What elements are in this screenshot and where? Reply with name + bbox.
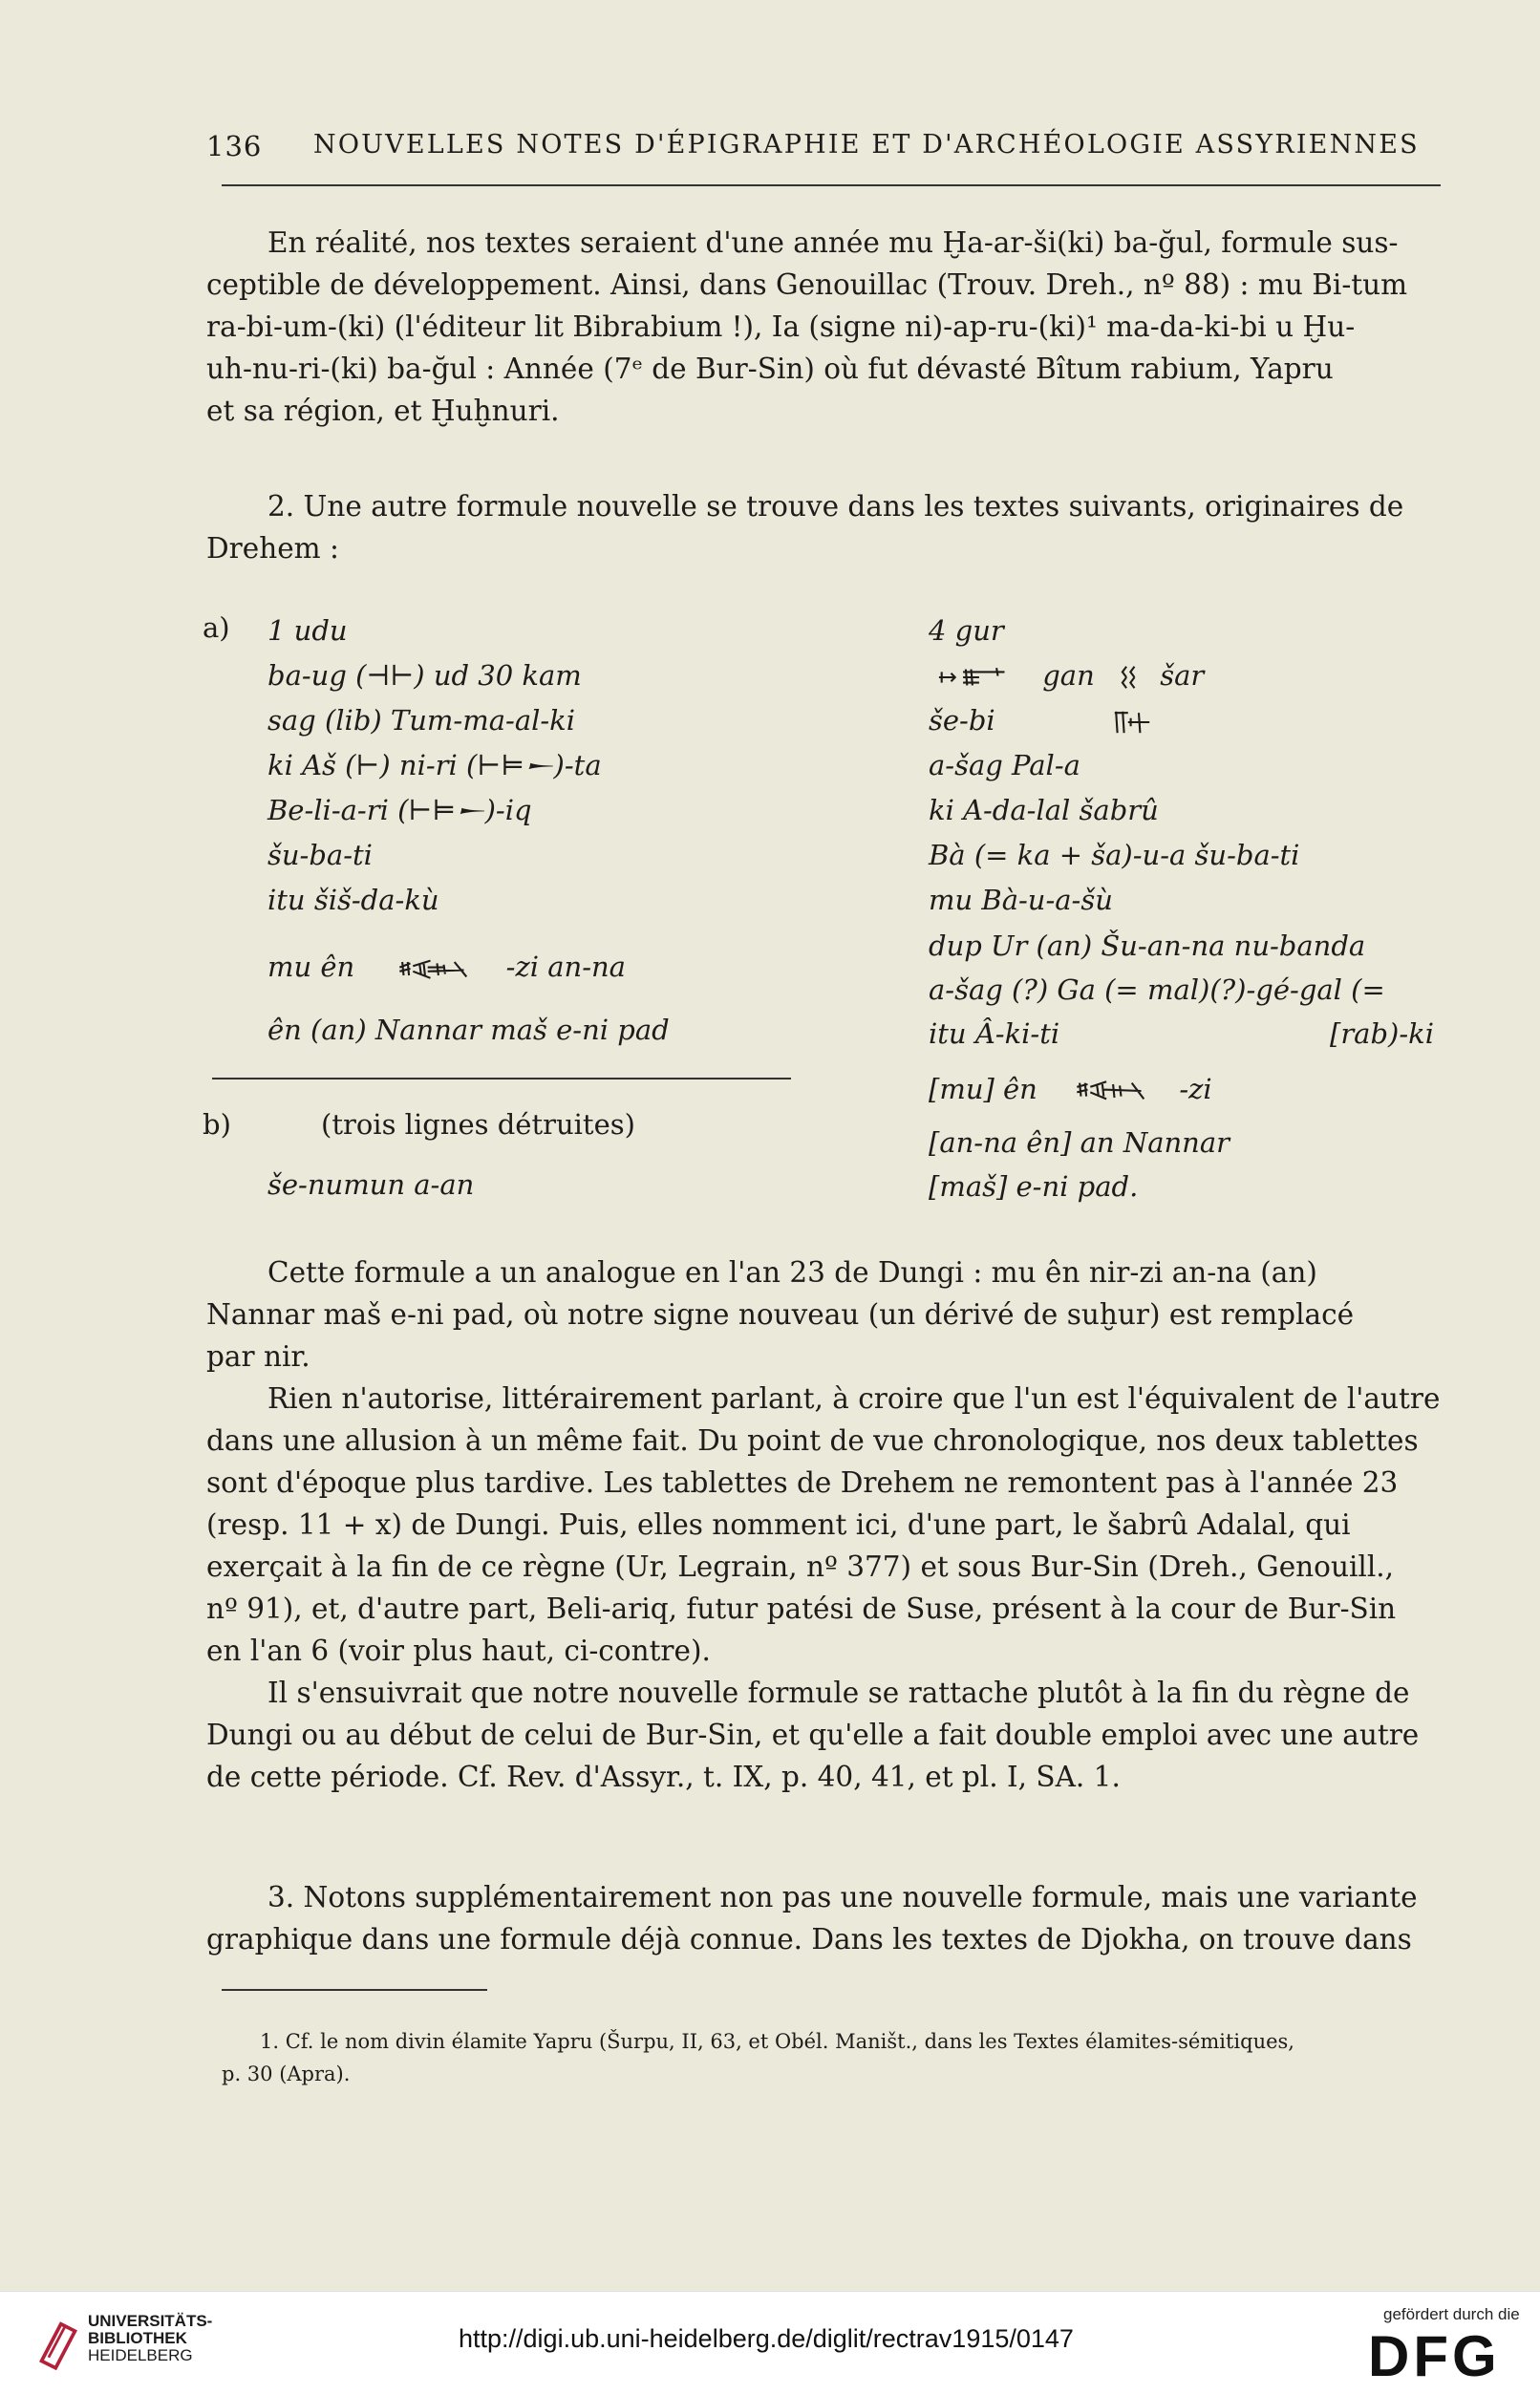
text-line: de cette période. Cf. Rev. d'Assyr., t. IX, p. 40, 41, et pl. I, SA. 1. [206, 1761, 1121, 1793]
section-2-intro [206, 485, 1444, 569]
right-line: a-šag Pal-a [929, 749, 1080, 781]
body-paragraph-3 [206, 1672, 1444, 1798]
library-line: BIBLIOTHEK [88, 2329, 187, 2347]
funding-label: gefördert durch die [1383, 2305, 1520, 2323]
text-line: Dungi ou au début de celui de Bur-Sin, et qu'elle a fait double emploi avec une autre [206, 1719, 1420, 1751]
intro-paragraph [206, 222, 1444, 432]
running-title: NOUVELLES NOTES D'ÉPIGRAPHIE ET D'ARCHÉOLOGIE ASSYRIENNES [313, 130, 1420, 160]
footnote-line: 1. Cf. le nom divin élamite Yapru (Šurpu, II, 63, et Obél. Maništ., dans les Textes élamites-sémitiques, [260, 2030, 1294, 2053]
text-b-destroyed: (trois lignes détruites) [321, 1108, 635, 1141]
text-a-line: 1 udu [267, 614, 348, 647]
text-line: nº 91), et, d'autre part, Beli-ariq, futur patési de Suse, présent à la cour de Bur-Sin [206, 1592, 1397, 1625]
permalink-url[interactable]: http://digi.ub.uni-heidelberg.de/diglit/rectrav1915/0147 [459, 2324, 1074, 2353]
text-a-label: a) [203, 611, 230, 644]
page-header [206, 130, 1439, 172]
mu-en-suffix: -zi an-na [505, 951, 626, 983]
library-line: HEIDELBERG [88, 2346, 193, 2364]
right-line: Bà (= ka + ša)-u-a šu-ba-ti [929, 839, 1300, 871]
cuneiform-sign-icon [929, 664, 1020, 691]
text-line: ra-bi-um-(ki) (l'éditeur lit Bibrabium !), Ia (signe ni)-ap-ru-(ki)¹ ma-da-ki-bi u Ḫu- [206, 310, 1356, 343]
gan-text: gan [1042, 659, 1095, 692]
header-rule [222, 184, 1441, 186]
text-line: en l'an 6 (voir plus haut, ci-contre). [206, 1635, 711, 1667]
text-line: et sa région, et Ḫuḫnuri. [206, 395, 560, 427]
right-mu-en-line [929, 1070, 1212, 1108]
text-line: Il s'ensuivrait que notre nouvelle formule se rattache plutôt à la fin du règne de [267, 1677, 1410, 1709]
page-number: 136 [206, 130, 263, 162]
cuneiform-sign-icon [1065, 1078, 1157, 1104]
text-line: exerçait à la fin de ce règne (Ur, Legrain, nº 377) et sous Bur-Sin (Dreh., Genouill., [206, 1550, 1395, 1583]
zi-text: -zi [1179, 1073, 1212, 1105]
cuneiform-sign-icon [388, 955, 480, 982]
right-line: 4 gur [929, 614, 1004, 647]
text-line: Drehem : [206, 532, 339, 565]
text-a-line: ên (an) Nannar maš e-ni pad [267, 1014, 670, 1046]
right-line: [an-na ên] an Nannar [929, 1126, 1230, 1159]
right-line: a-šag (?) Ga (= mal)(?)-gé-gal (= [929, 973, 1385, 1006]
text-line: uh-nu-ri-(ki) ba-ğul : Année (7ᵉ de Bur-Sin) où fut dévasté Bîtum rabium, Yapru [206, 353, 1334, 385]
text-line: ceptible de développement. Ainsi, dans Genouillac (Trouv. Dreh., nº 88) : mu Bi-tum [206, 268, 1408, 301]
text-b-label: b) [203, 1108, 231, 1141]
text-a-line: šu-ba-ti [267, 839, 373, 871]
mu-en-text: [mu] ên [929, 1073, 1037, 1105]
right-gan-sar-line [929, 656, 1204, 695]
mu-en-text: mu ên [267, 951, 355, 983]
text-line: Rien n'autorise, littérairement parlant, à croire que l'un est l'équivalent de l'autre [267, 1382, 1441, 1415]
text-line: 3. Notons supplémentairement non pas une nouvelle formule, mais une variante [267, 1881, 1418, 1913]
right-line: mu Bà-u-a-šù [929, 884, 1113, 916]
column-separator-rule [212, 1078, 791, 1079]
right-line: [rab)-ki [1330, 1017, 1434, 1050]
footnote [222, 2025, 1454, 2090]
footnote-rule [222, 1989, 487, 1991]
cuneiform-sign-icon [1109, 709, 1155, 736]
body-paragraph-2 [206, 1378, 1444, 1672]
text-line: En réalité, nos textes seraient d'une année mu Ḫa-ar-ši(ki) ba-ğul, formule sus- [267, 226, 1399, 259]
text-a-line: ba-ug (⊣⊢) ud 30 kam [267, 659, 582, 692]
text-a-line: sag (lib) Tum-ma-al-ki [267, 704, 576, 737]
sebi-text: še-bi [929, 704, 995, 737]
sar-text: šar [1160, 659, 1205, 692]
cuneiform-sign-icon [1121, 664, 1142, 691]
text-line: 2. Une autre formule nouvelle se trouve dans les textes suivants, originaires de [267, 490, 1404, 523]
right-line: itu Â-ki-ti [929, 1017, 1060, 1050]
dfg-logo: DFG [1368, 2324, 1501, 2388]
text-a-mu-en-line [267, 948, 626, 986]
footnote-line: p. 30 (Apra). [222, 2063, 351, 2085]
body-paragraph-4 [206, 1876, 1444, 1960]
text-line: sont d'époque plus tardive. Les tablettes de Drehem ne remontent pas à l'année 23 [206, 1466, 1399, 1499]
right-sebi-line [929, 701, 1155, 739]
text-line: dans une allusion à un même fait. Du point de vue chronologique, nos deux tablettes [206, 1424, 1419, 1457]
library-name [88, 2313, 212, 2364]
text-line: graphique dans une formule déjà connue. Dans les textes de Djokha, on trouve dans [206, 1923, 1412, 1956]
text-a-line: ki Aš (⊢) ni-ri (⊢⊨𒀸)-ta [267, 749, 602, 781]
digitization-footer [0, 2291, 1540, 2394]
text-line: (resp. 11 + x) de Dungi. Puis, elles nomment ici, d'une part, le šabrû Adalal, qui [206, 1508, 1351, 1541]
text-line: Cette formule a un analogue en l'an 23 de Dungi : mu ên nir-zi an-na (an) [267, 1256, 1317, 1289]
body-paragraph-1 [206, 1251, 1444, 1378]
right-line: [maš] e-ni pad. [929, 1170, 1139, 1203]
text-a-line: Be-li-a-ri (⊢⊨𒀸)-iq [267, 794, 532, 826]
right-line: dup Ur (an) Šu-an-na nu-banda [929, 930, 1366, 962]
text-b-line: še-numun a-an [267, 1168, 475, 1201]
text-line: Nannar maš e-ni pad, où notre signe nouveau (un dérivé de suḫur) est remplacé [206, 1298, 1355, 1331]
library-line: UNIVERSITÄTS- [88, 2312, 213, 2330]
right-line: ki A-da-lal šabrû [929, 794, 1159, 826]
text-line: par nir. [206, 1340, 310, 1373]
text-a-line: itu šiš-da-kù [267, 884, 439, 916]
